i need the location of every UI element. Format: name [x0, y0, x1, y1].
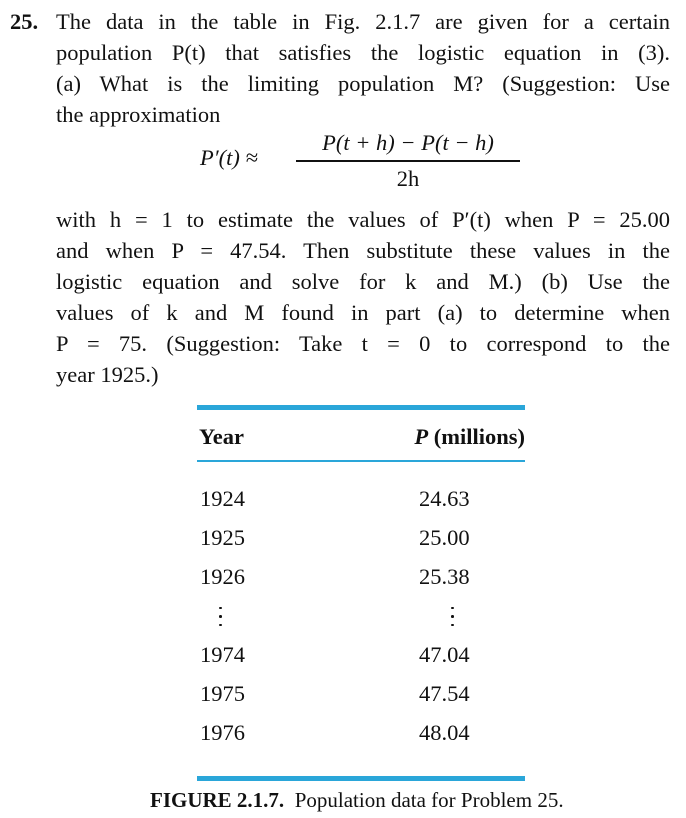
- header-p-symbol: P: [414, 424, 429, 449]
- figure-label: FIGURE 2.1.7.: [150, 788, 285, 812]
- header-population: [414, 424, 525, 450]
- problem-number: 25.: [10, 9, 39, 34]
- table-row: [197, 720, 525, 750]
- table-header: [197, 410, 525, 460]
- cell-year: 1926: [200, 563, 245, 589]
- continuation-line-2: and when P = 47.54. Then substitute these values in the: [56, 238, 670, 263]
- table-row: [197, 642, 525, 672]
- problem-text: [56, 6, 670, 130]
- cell-population: 48.04: [419, 719, 470, 745]
- table-body: [197, 462, 525, 776]
- continuation-line-6: year 1925.): [56, 362, 159, 387]
- cell-year: 1974: [200, 641, 245, 667]
- continuation-line-1: with h = 1 to estimate the values of P′(t) when P = 25.00: [56, 207, 670, 232]
- vertical-ellipsis-year: [219, 607, 225, 633]
- figure-caption-text: Population data for Problem 25.: [294, 788, 564, 812]
- table-row: [197, 564, 525, 594]
- continuation-line-4: values of k and M found in part (a) to determine when: [56, 300, 670, 325]
- cell-year: 1925: [200, 524, 245, 550]
- table-row: [197, 681, 525, 711]
- cell-year: 1976: [200, 719, 245, 745]
- continuation-line-5: P = 75. (Suggestion: Take t = 0 to correspond to the: [56, 331, 670, 356]
- table-row: [197, 525, 525, 555]
- vertical-ellipsis-population: [451, 607, 457, 633]
- figure-caption: [150, 788, 564, 813]
- cell-population: 25.00: [419, 524, 470, 550]
- continuation-line-3: logistic equation and solve for k and M.) (b) Use the: [56, 269, 670, 294]
- problem-continuation: [56, 204, 670, 390]
- table-row: [197, 486, 525, 516]
- equation-fraction: [294, 128, 522, 194]
- derivative-approximation-equation: [200, 128, 530, 198]
- table-row-ellipsis: [197, 607, 525, 637]
- cell-population: 24.63: [419, 485, 470, 511]
- equation-lhs: P′(t) ≈: [200, 145, 258, 170]
- problem-line-1: The data in the table in Fig. 2.1.7 are given for a certain: [56, 9, 670, 34]
- equation-denominator: 2h: [396, 165, 420, 191]
- problem-line-2: population P(t) that satisfies the logistic equation in (3).: [56, 40, 670, 65]
- table-bottom-rule: [197, 776, 525, 781]
- cell-population: 47.54: [419, 680, 470, 706]
- equation-numerator: P(t + h) − P(t − h): [322, 130, 494, 155]
- cell-year: 1924: [200, 485, 245, 511]
- cell-year: 1975: [200, 680, 245, 706]
- cell-population: 25.38: [419, 563, 470, 589]
- cell-population: 47.04: [419, 641, 470, 667]
- header-p-units: (millions): [433, 424, 525, 449]
- problem-line-3: (a) What is the limiting population M? (Suggestion: Use: [56, 71, 670, 96]
- problem-line-4: the approximation: [56, 102, 221, 127]
- population-table: [197, 405, 525, 781]
- header-year: Year: [199, 424, 244, 449]
